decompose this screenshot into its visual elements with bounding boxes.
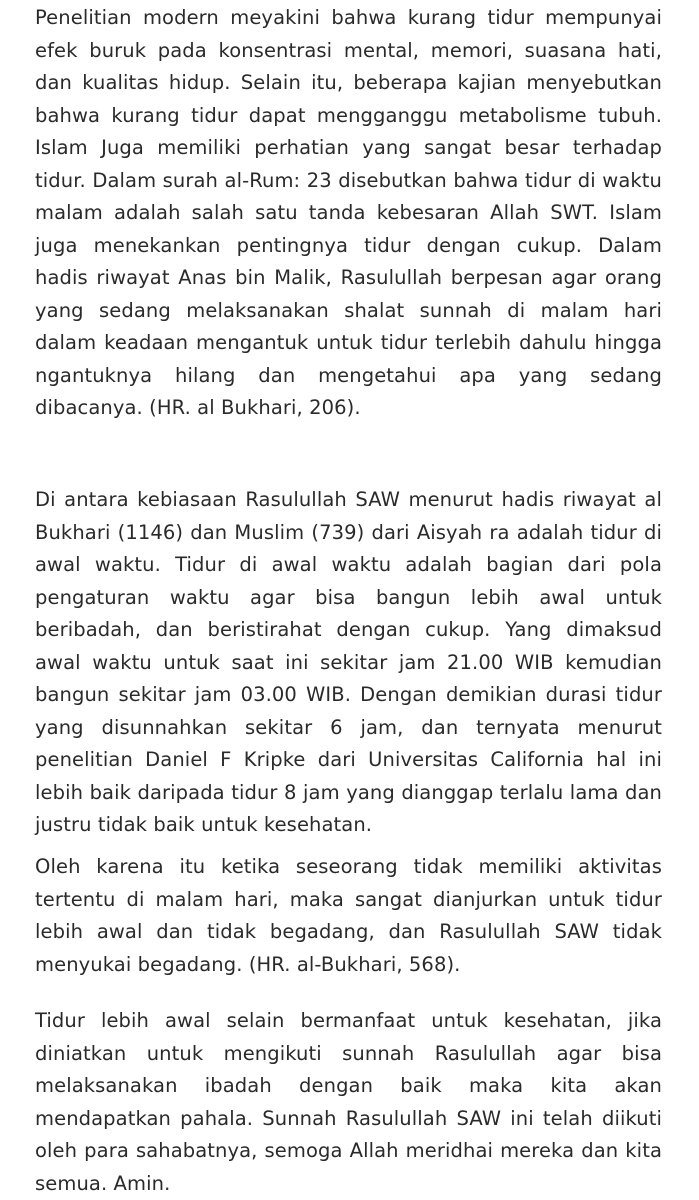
paragraph-closing: Tidur lebih awal selain bermanfaat untuk kesehatan, jika diniatkan untuk mengikuti sunnah Rasulullah agar bisa melaksanakan ibadah dengan baik maka kita akan mendapatkan pahala. Sunnah Rasulullah SAW ini telah diikuti oleh para sahabatnya, semoga Allah meridhai mereka dan kita semua. Amin. xyxy=(35,1009,662,1195)
paragraph-sleep-early: Di antara kebiasaan Rasulullah SAW menurut hadis riwayat al Bukhari (1146) dan Muslim (739) dari Aisyah ra adalah tidur di awal waktu. Tidur di awal waktu adalah bagian dari pola pengaturan waktu agar bisa bangun lebih awal untuk beribadah, dan beristirahat dengan cukup. Yang dimaksud awal waktu untuk saat ini sekitar jam 21.00 WIB kemudian bangun sekitar jam 03.00 WIB. Dengan demikian durasi tidur yang disunnahkan sekitar 6 jam, dan ternyata menurut penelitian Daniel F Kripke dari Universitas California hal ini lebih baik daripada tidur 8 jam yang dianggap terlalu lama dan justru tidak baik untuk kesehatan. xyxy=(35,488,662,836)
paragraph-sleep-research: Penelitian modern meyakini bahwa kurang tidur mempunyai efek buruk pada konsentrasi mental, memori, suasana hati, dan kualitas hidup. Selain itu, beberapa kajian menyebutkan bahwa kurang tidur dapat mengganggu metabolisme tubuh. Islam Juga memiliki perhatian yang sangat besar terhadap tidur. Dalam surah al-Rum: 23 disebutkan bahwa tidur di waktu malam adalah salah satu tanda kebesaran Allah SWT. Islam juga menekankan pentingnya tidur dengan cukup. Dalam hadis riwayat Anas bin Malik, Rasulullah berpesan agar orang yang sedang melaksanakan shalat sunnah di malam hari dalam keadaan mengantuk untuk tidur terlebih dahulu hingga ngantuknya hilang dan mengetahui apa yang sedang dibacanya. (HR. al Bukhari, 206). xyxy=(35,6,662,419)
paragraph-no-staying-up: Oleh karena itu ketika seseorang tidak memiliki aktivitas tertentu di malam hari, maka sangat dianjurkan untuk tidur lebih awal dan tidak begadang, dan Rasulullah SAW tidak menyukai begadang. (HR. al-Bukhari, 568). xyxy=(35,855,662,976)
